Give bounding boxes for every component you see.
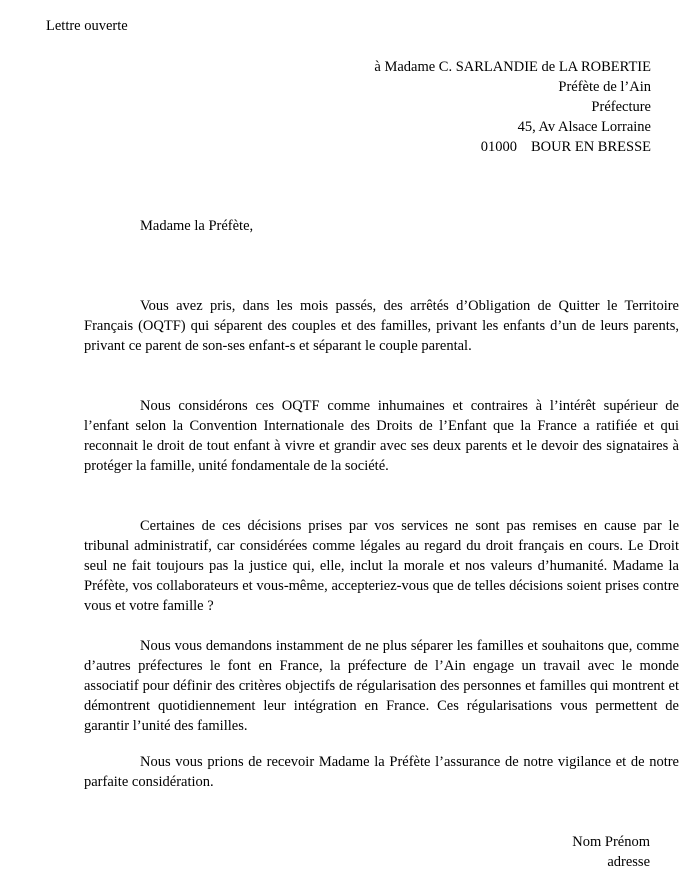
recipient-title: Préfète de l’Ain xyxy=(558,79,651,95)
body-paragraph-4: Nous vous demandons instamment de ne plus séparer les familles et souhaitons que, comme d’autres préfectures le font en France, la préfecture de l’Ain engage un travail avec le monde associatif pour définir des critères objectifs de régularisation des personnes et familles qui montrent et démontrent quotidiennement leur intégration en France. Ces régularisations vous permettent de garantir l’unité des familles. xyxy=(84,638,679,734)
signature-address: adresse xyxy=(607,854,650,870)
recipient-name: à Madame C. SARLANDIE de LA ROBERTIE xyxy=(374,59,651,75)
body-paragraph-1: Vous avez pris, dans les mois passés, des arrêtés d’Obligation de Quitter le Territoire Français (OQTF) qui séparent des couples et des familles, privant les enfants d’un de leurs parents, privant ce parent de son-ses enfant-s et séparant le couple parental. xyxy=(84,298,679,354)
recipient-institution: Préfecture xyxy=(591,99,651,115)
signature-block xyxy=(572,832,650,872)
recipient-address-block xyxy=(374,57,651,157)
signature-name: Nom Prénom xyxy=(572,834,650,850)
salutation: Madame la Préfète, xyxy=(140,218,254,234)
recipient-city-line xyxy=(374,137,651,157)
body-paragraph-5: Nous vous prions de recevoir Madame la Préfète l’assurance de notre vigilance et de notre parfaite considération. xyxy=(84,754,679,790)
recipient-city: BOUR EN BRESSE xyxy=(530,139,651,155)
recipient-postal-code: 01000 xyxy=(480,139,517,155)
body-paragraph-3: Certaines de ces décisions prises par vos services ne sont pas remises en cause par le tribunal administratif, car considérées comme légales au regard du droit français en cours. Le Droit seul ne fait toujours pas la justice qui, elle, inclut la morale et nos valeurs d’humanité. Madame la Préfète, vos collaborateurs et vous-même, accepteriez-vous que de telles décisions soient prises contre vous et votre famille ? xyxy=(84,518,679,614)
body-paragraph-2: Nous considérons ces OQTF comme inhumaines et contraires à l’intérêt supérieur de l’enfant selon la Convention Internationale des Droits de l’Enfant que la France a ratifiée et qui reconnait le droit de tout enfant à vivre et grandir avec ses deux parents et le devoir des signataires à protéger la famille, unité fondamentale de la société. xyxy=(84,398,679,474)
recipient-street: 45, Av Alsace Lorraine xyxy=(517,119,651,135)
letter-heading: Lettre ouverte xyxy=(46,18,128,34)
